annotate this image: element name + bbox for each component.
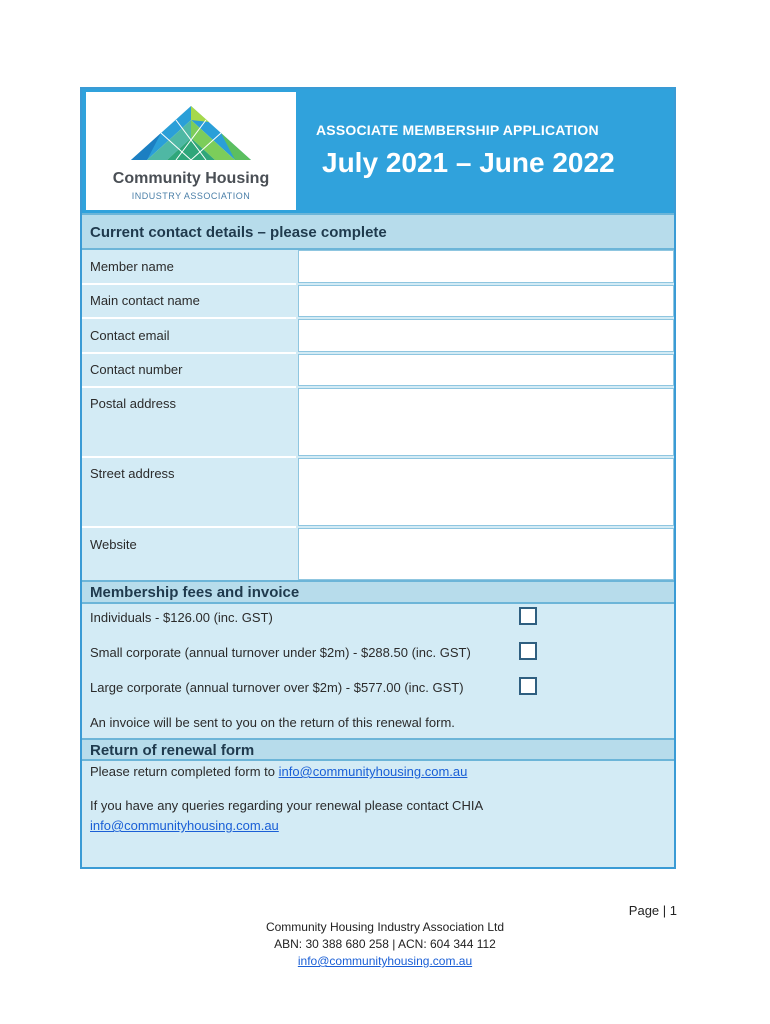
return-section-title: Return of renewal form xyxy=(82,738,674,761)
footer-email xyxy=(0,954,770,968)
contact-email-label: Contact email xyxy=(82,319,296,354)
fee-small-corporate-label: Small corporate (annual turnover under $2m) - $288.50 (inc. GST) xyxy=(90,645,471,660)
return-instructions-text: Please return completed form to xyxy=(90,764,279,779)
logo-roof-icon xyxy=(131,102,251,164)
application-title: ASSOCIATE MEMBERSHIP APPLICATION xyxy=(316,122,599,138)
website-label: Website xyxy=(82,528,296,580)
membership-form xyxy=(80,87,676,869)
form-header xyxy=(82,89,674,213)
member-name-field[interactable] xyxy=(298,250,674,283)
street-address-label: Street address xyxy=(82,458,296,528)
fees-section-title: Membership fees and invoice xyxy=(82,580,674,604)
return-instructions xyxy=(90,764,467,779)
invoice-note: An invoice will be sent to you on the return of this renewal form. xyxy=(90,715,455,730)
return-email-link[interactable]: info@communityhousing.com.au xyxy=(278,764,468,779)
contact-section-title: Current contact details – please complete xyxy=(82,213,674,250)
main-contact-name-label: Main contact name xyxy=(82,285,296,319)
page-number: Page | 1 xyxy=(628,903,677,918)
logo-name: Community Housing xyxy=(112,170,270,187)
queries-email-link[interactable]: info@communityhousing.com.au xyxy=(90,818,279,833)
street-address-field[interactable] xyxy=(298,458,674,526)
fee-large-corporate-label: Large corporate (annual turnover over $2m) - $577.00 (inc. GST) xyxy=(90,680,464,695)
postal-address-field[interactable] xyxy=(298,388,674,456)
contact-email-field[interactable] xyxy=(298,319,674,352)
footer-email-link[interactable]: info@communityhousing.com.au xyxy=(297,954,473,968)
website-field[interactable] xyxy=(298,528,674,580)
fee-large-corporate-checkbox[interactable] xyxy=(519,677,537,695)
fee-individuals-checkbox[interactable] xyxy=(519,607,537,625)
member-name-label: Member name xyxy=(82,250,296,285)
contact-number-label: Contact number xyxy=(82,354,296,388)
main-contact-name-field[interactable] xyxy=(298,285,674,317)
application-period: July 2021 – June 2022 xyxy=(322,147,615,178)
contact-number-field[interactable] xyxy=(298,354,674,386)
fee-individuals-label: Individuals - $126.00 (inc. GST) xyxy=(90,610,273,625)
footer-organisation: Community Housing Industry Association Ltd xyxy=(265,920,505,934)
footer-abn-acn: ABN: 30 388 680 258 | ACN: 604 344 112 xyxy=(274,937,496,951)
logo xyxy=(86,92,296,210)
postal-address-label: Postal address xyxy=(82,388,296,458)
queries-note: If you have any queries regarding your renewal please contact CHIA xyxy=(90,798,484,813)
logo-subtitle: INDUSTRY ASSOCIATION xyxy=(131,191,251,201)
fee-small-corporate-checkbox[interactable] xyxy=(519,642,537,660)
